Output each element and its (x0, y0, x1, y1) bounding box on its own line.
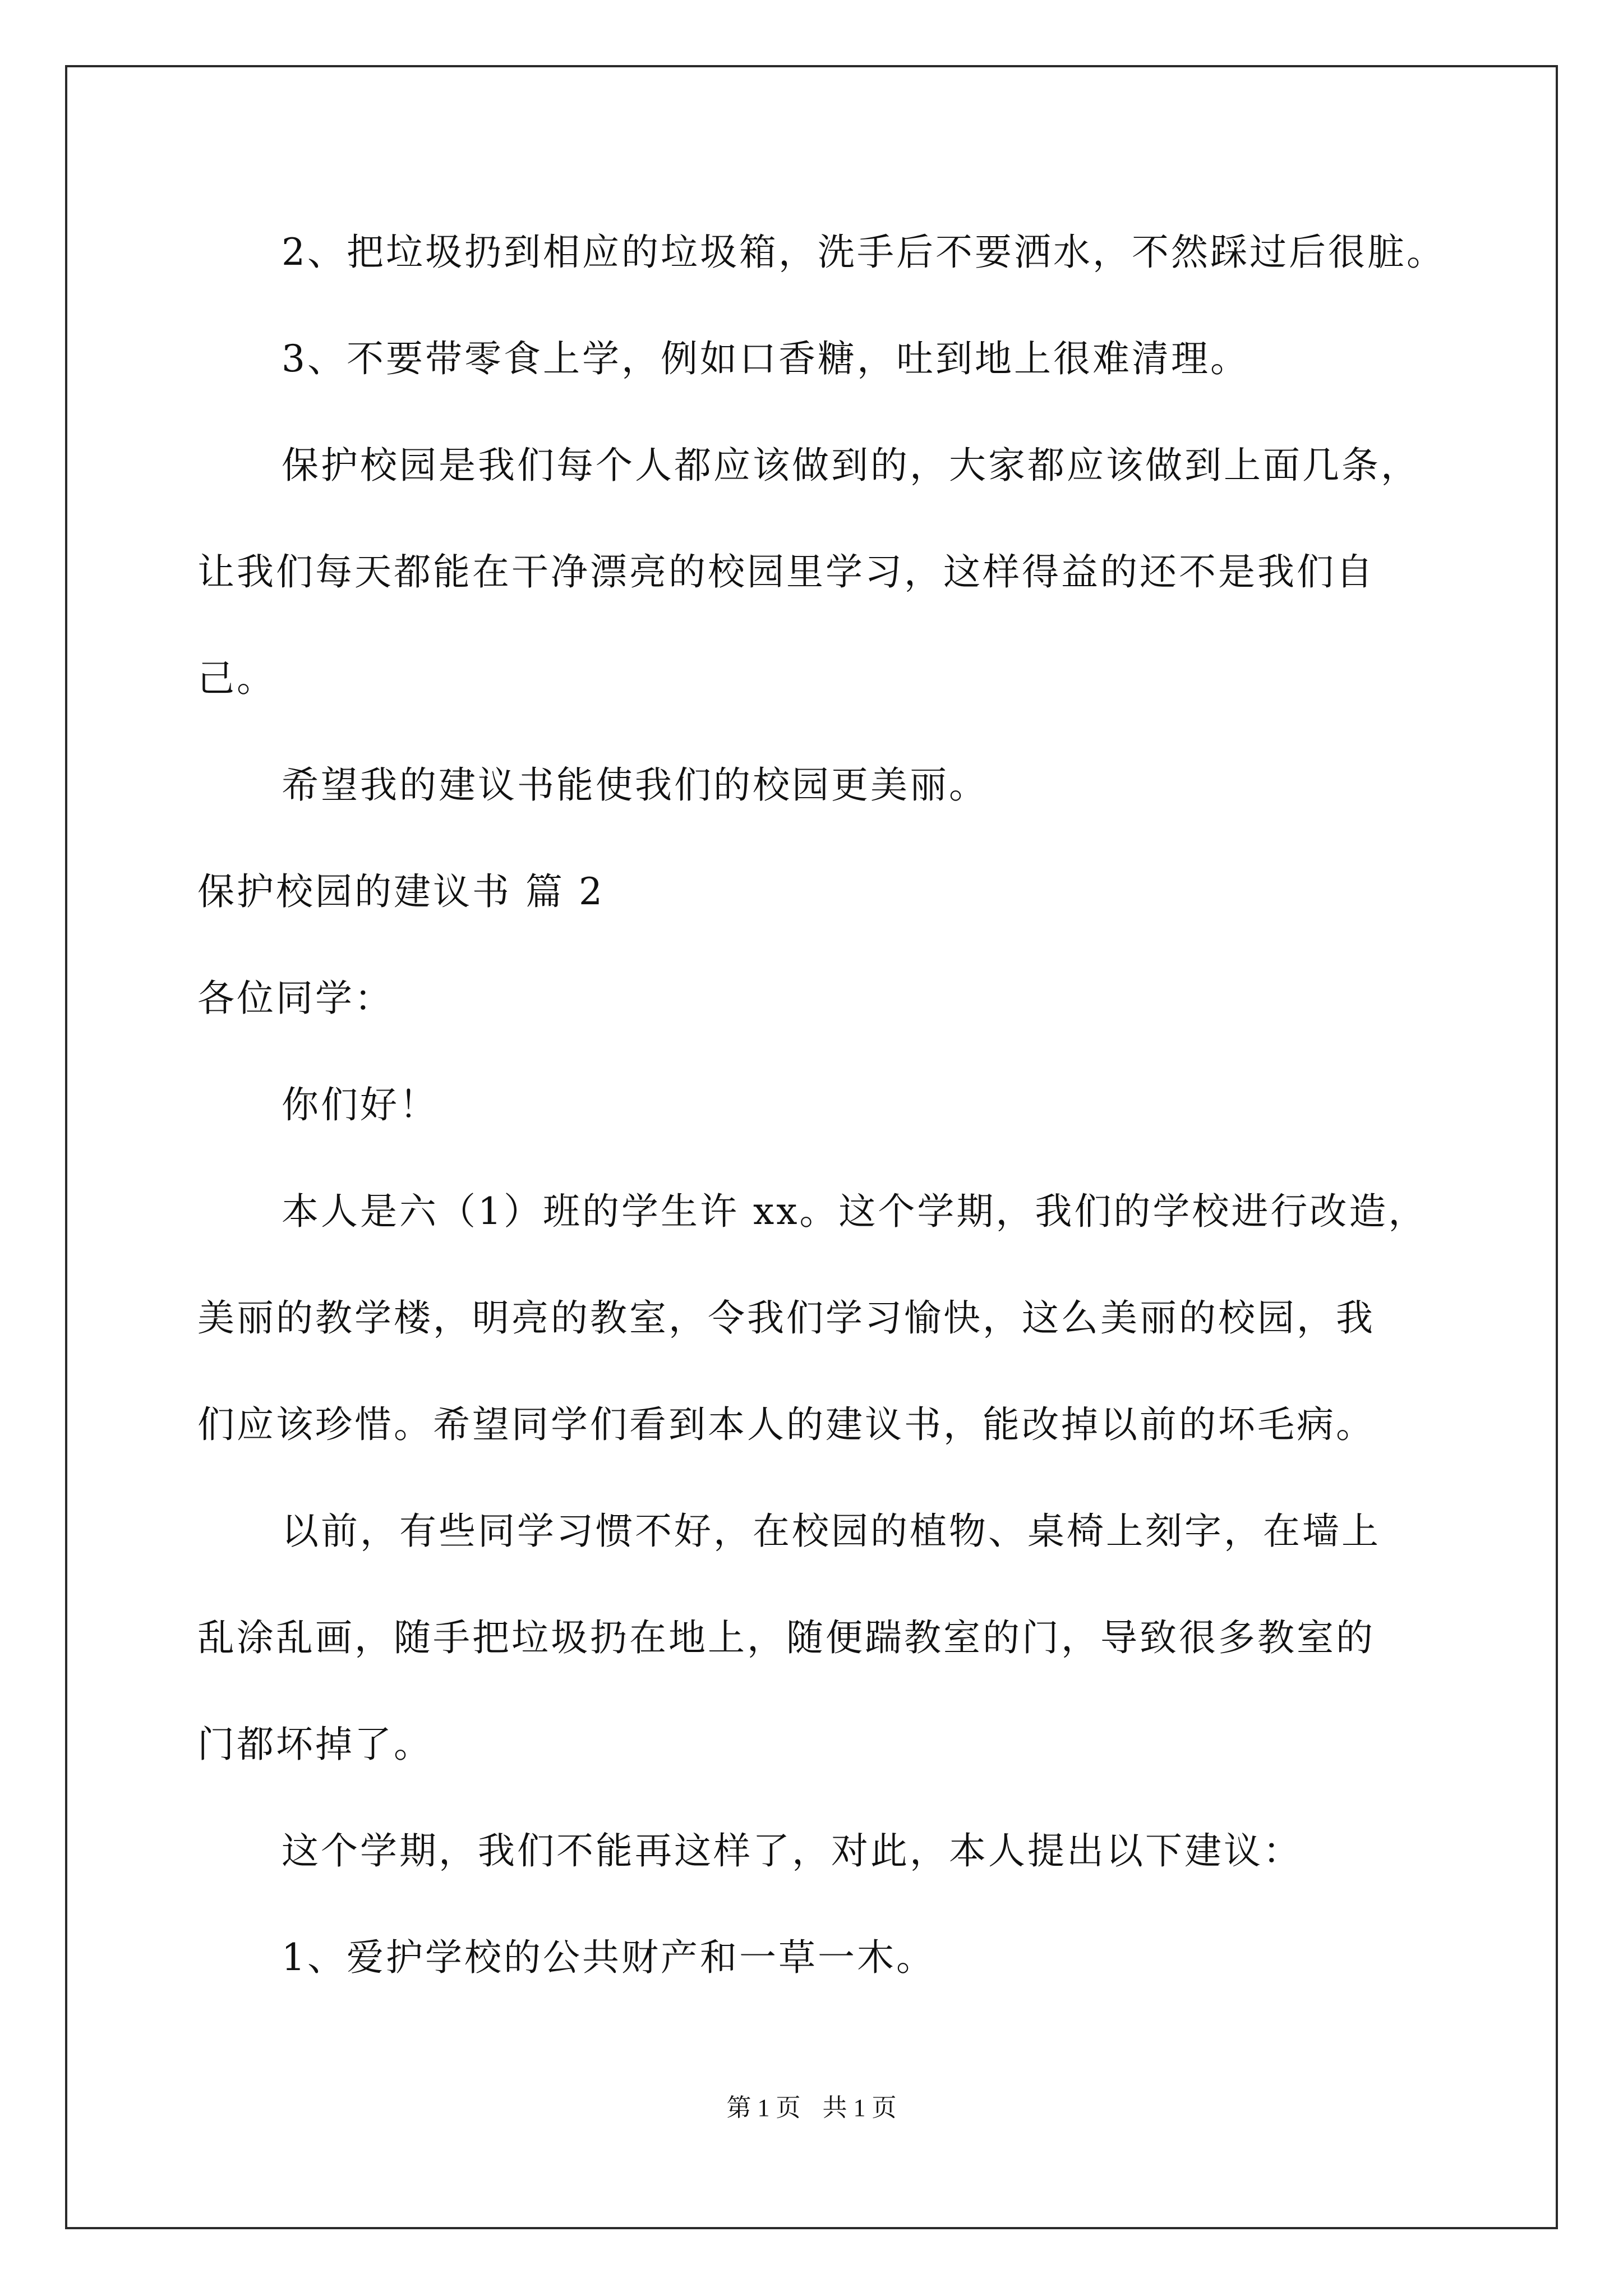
text-line-10: 本人是六（1）班的学生许 xx。这个学期，我们的学校进行改造， (282, 1190, 1428, 1233)
page-total: 共 1 页 (822, 2094, 897, 2122)
text-line-11: 美丽的教学楼，明亮的教室，令我们学习愉快，这么美丽的校园，我 (197, 1296, 1375, 1340)
section-heading: 保护校园的建议书 篇 2 (197, 870, 605, 913)
text-line-4: 让我们每天都能在干净漂亮的校园里学习，这样得益的还不是我们自 (197, 550, 1375, 593)
text-line-15: 门都坏掉了。 (197, 1723, 433, 1766)
text-line-2: 3、不要带零食上学，例如口香糖，吐到地上很难清理。 (282, 337, 1249, 380)
salutation: 各位同学： (197, 977, 394, 1020)
page-border (65, 65, 1558, 2229)
text-line-17: 1、爱护学校的公共财产和一草一木。 (282, 1936, 935, 1979)
text-line-5: 己。 (197, 657, 276, 700)
text-line-1: 2、把垃圾扔到相应的垃圾箱，洗手后不要洒水，不然踩过后很脏。 (282, 231, 1446, 274)
text-line-13: 以前，有些同学习惯不好，在校园的植物、桌椅上刻字，在墙上 (282, 1510, 1381, 1553)
greeting: 你们好！ (282, 1083, 439, 1126)
text-line-12: 们应该珍惜。希望同学们看到本人的建议书，能改掉以前的坏毛病。 (197, 1403, 1375, 1446)
text-line-3: 保护校园是我们每个人都应该做到的，大家都应该做到上面几条， (282, 444, 1420, 487)
page-number: 第 1 页 (726, 2094, 801, 2122)
text-line-6: 希望我的建议书能使我们的校园更美丽。 (282, 763, 988, 807)
text-line-16: 这个学期，我们不能再这样了，对此，本人提出以下建议： (282, 1829, 1302, 1872)
text-line-14: 乱涂乱画，随手把垃圾扔在地上，随便踹教室的门，导致很多教室的 (197, 1616, 1375, 1659)
page-footer (0, 2092, 1623, 2124)
